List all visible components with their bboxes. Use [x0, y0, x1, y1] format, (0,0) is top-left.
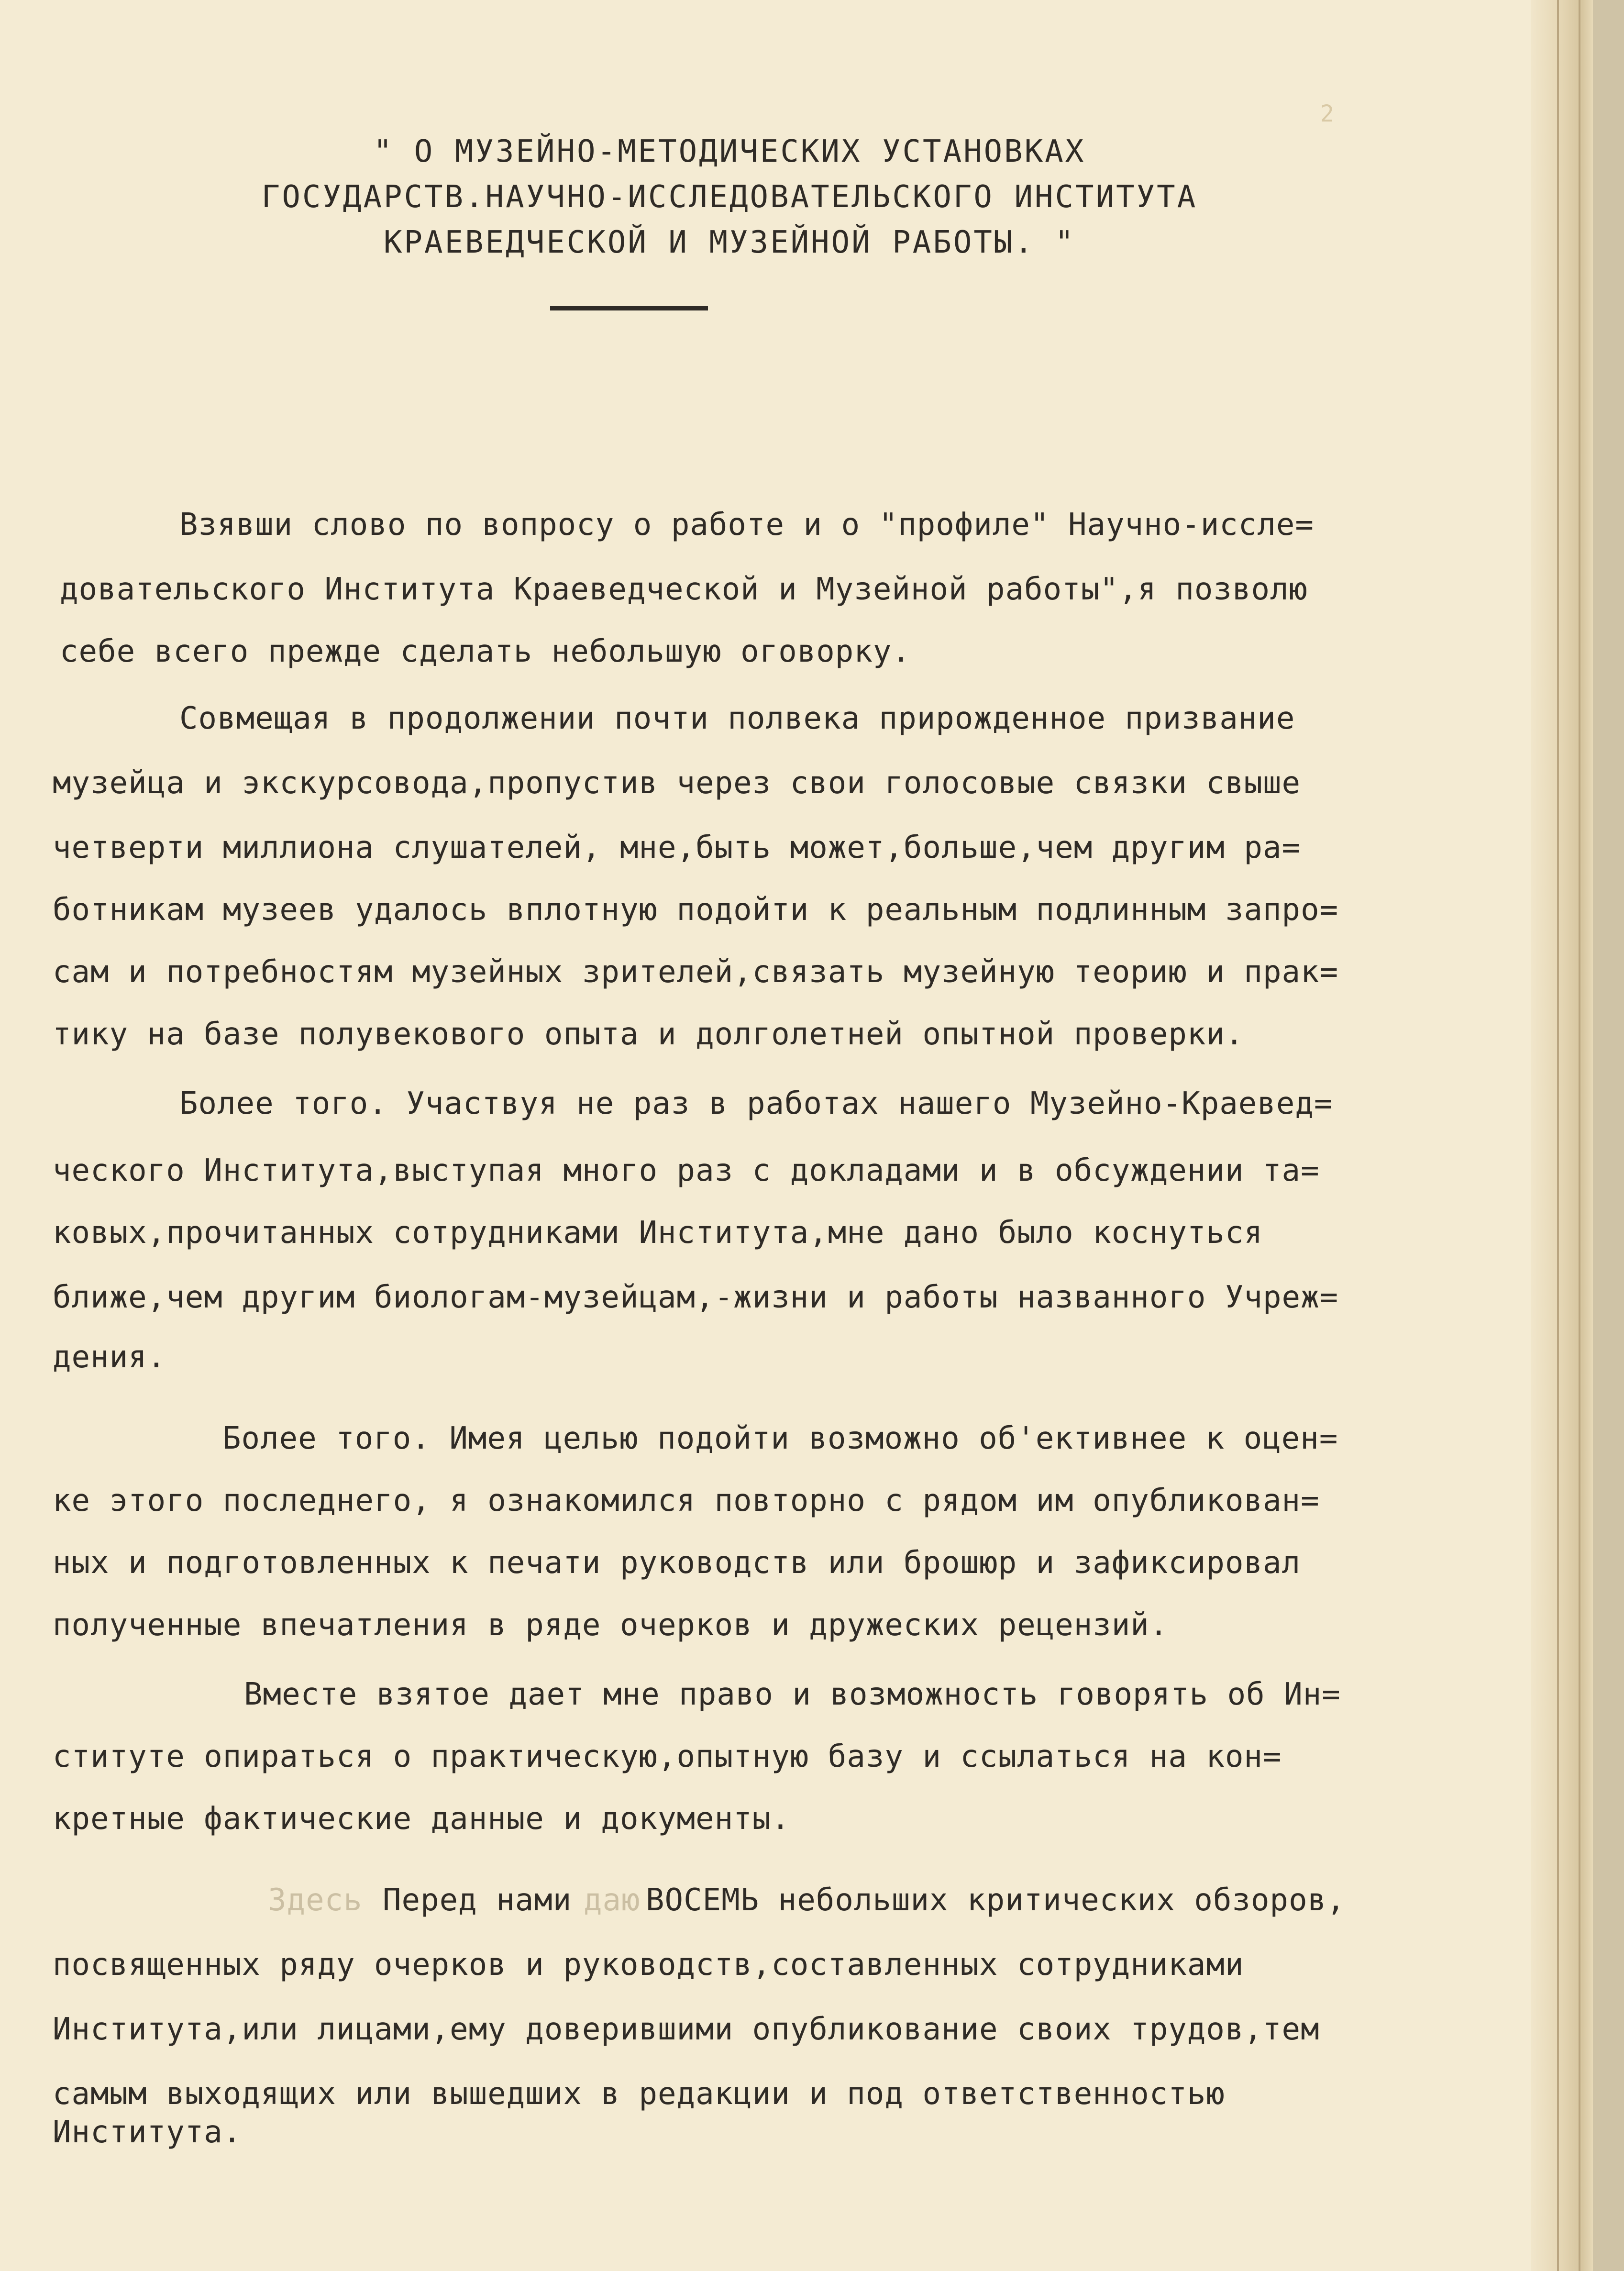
body-line: Взявши слово по вопросу о работе и о "профиле" Научно-иссле= [179, 507, 1314, 543]
body-line: ных и подготовленных к печати руководств или брошюр и зафиксировал [53, 1545, 1301, 1581]
document-title [206, 129, 1253, 266]
page-edge-line [1557, 0, 1559, 2271]
body-line: самым выходящих или вышедших в редакции и под ответственностью [53, 2076, 1225, 2112]
struck-through-word: даю [584, 1883, 641, 1918]
body-line: себе всего прежде сделать небольшую оговорку. [60, 634, 911, 669]
body-line: Более того. Имея целью подойти возможно об'ективнее к оцен= [222, 1421, 1338, 1456]
body-line: сам и потребностям музейных зрителей,связать музейную теорию и прак= [53, 954, 1339, 990]
body-line: Вместе взятое дает мне право и возможность говорять об Ин= [244, 1677, 1341, 1712]
body-line: ВОСЕМЬ небольших критических обзоров, [646, 1883, 1346, 1918]
body-line: ботникам музеев удалось вплотную подойти к реальным подлинным запро= [53, 892, 1339, 928]
body-line: Института,или лицами,ему доверившими опубликование своих трудов,тем [53, 2012, 1320, 2047]
body-line: Перед нами [383, 1883, 572, 1918]
body-line: довательского Института Краеведческой и Музейной работы",я позволю [60, 572, 1308, 607]
stacked-page-edges [1531, 0, 1593, 2271]
body-line: тику на базе полувекового опыта и долголетней опытной проверки. [53, 1017, 1244, 1052]
title-line-2: ГОСУДАРСТВ.НАУЧНО-ИССЛЕДОВАТЕЛЬСКОГО ИНСТИТУТА [261, 179, 1198, 215]
body-line: Совмещая в продолжении почти полвека прирожденное призвание [179, 701, 1295, 736]
body-line: четверти миллиона слушателей, мне,быть может,больше,чем другим ра= [53, 830, 1301, 865]
body-line: Института. [53, 2115, 242, 2150]
body-line: ковых,прочитанных сотрудниками Института,мне дано было коснуться [53, 1215, 1263, 1251]
body-line: ституте опираться о практическую,опытную базу и ссылаться на кон= [53, 1739, 1282, 1774]
page-edge-line [1579, 0, 1580, 2271]
body-line: кретные фактические данные и документы. [53, 1801, 790, 1837]
body-line: ке этого последнего, я ознакомился повторно с рядом им опубликован= [53, 1483, 1320, 1518]
body-line: полученные впечатления в ряде очерков и дружеских рецензий. [53, 1607, 1169, 1643]
body-line: посвященных ряду очерков и руководств,составленных сотрудниками [53, 1947, 1244, 1983]
body-line: ческого Института,выступая много раз с докладами и в обсуждении та= [53, 1153, 1320, 1188]
body-line: Более того. Участвуя не раз в работах нашего Музейно-Краевед= [179, 1086, 1333, 1121]
title-divider [550, 306, 708, 310]
page-number-bleed-through: 2 [1320, 100, 1336, 127]
title-line-1: " О МУЗЕЙНО-МЕТОДИЧЕСКИХ УСТАНОВКАХ [373, 134, 1086, 169]
body-line: ближе,чем другим биологам-музейцам,-жизни и работы названного Учреж= [53, 1280, 1339, 1315]
body-line: музейца и экскурсовода,пропустив через свои голосовые связки свыше [53, 765, 1301, 801]
body-line: дения. [53, 1340, 166, 1375]
struck-through-word: Здесь [268, 1883, 363, 1918]
title-line-3: КРАЕВЕДЧЕСКОЙ И МУЗЕЙНОЙ РАБОТЫ. " [383, 225, 1076, 260]
